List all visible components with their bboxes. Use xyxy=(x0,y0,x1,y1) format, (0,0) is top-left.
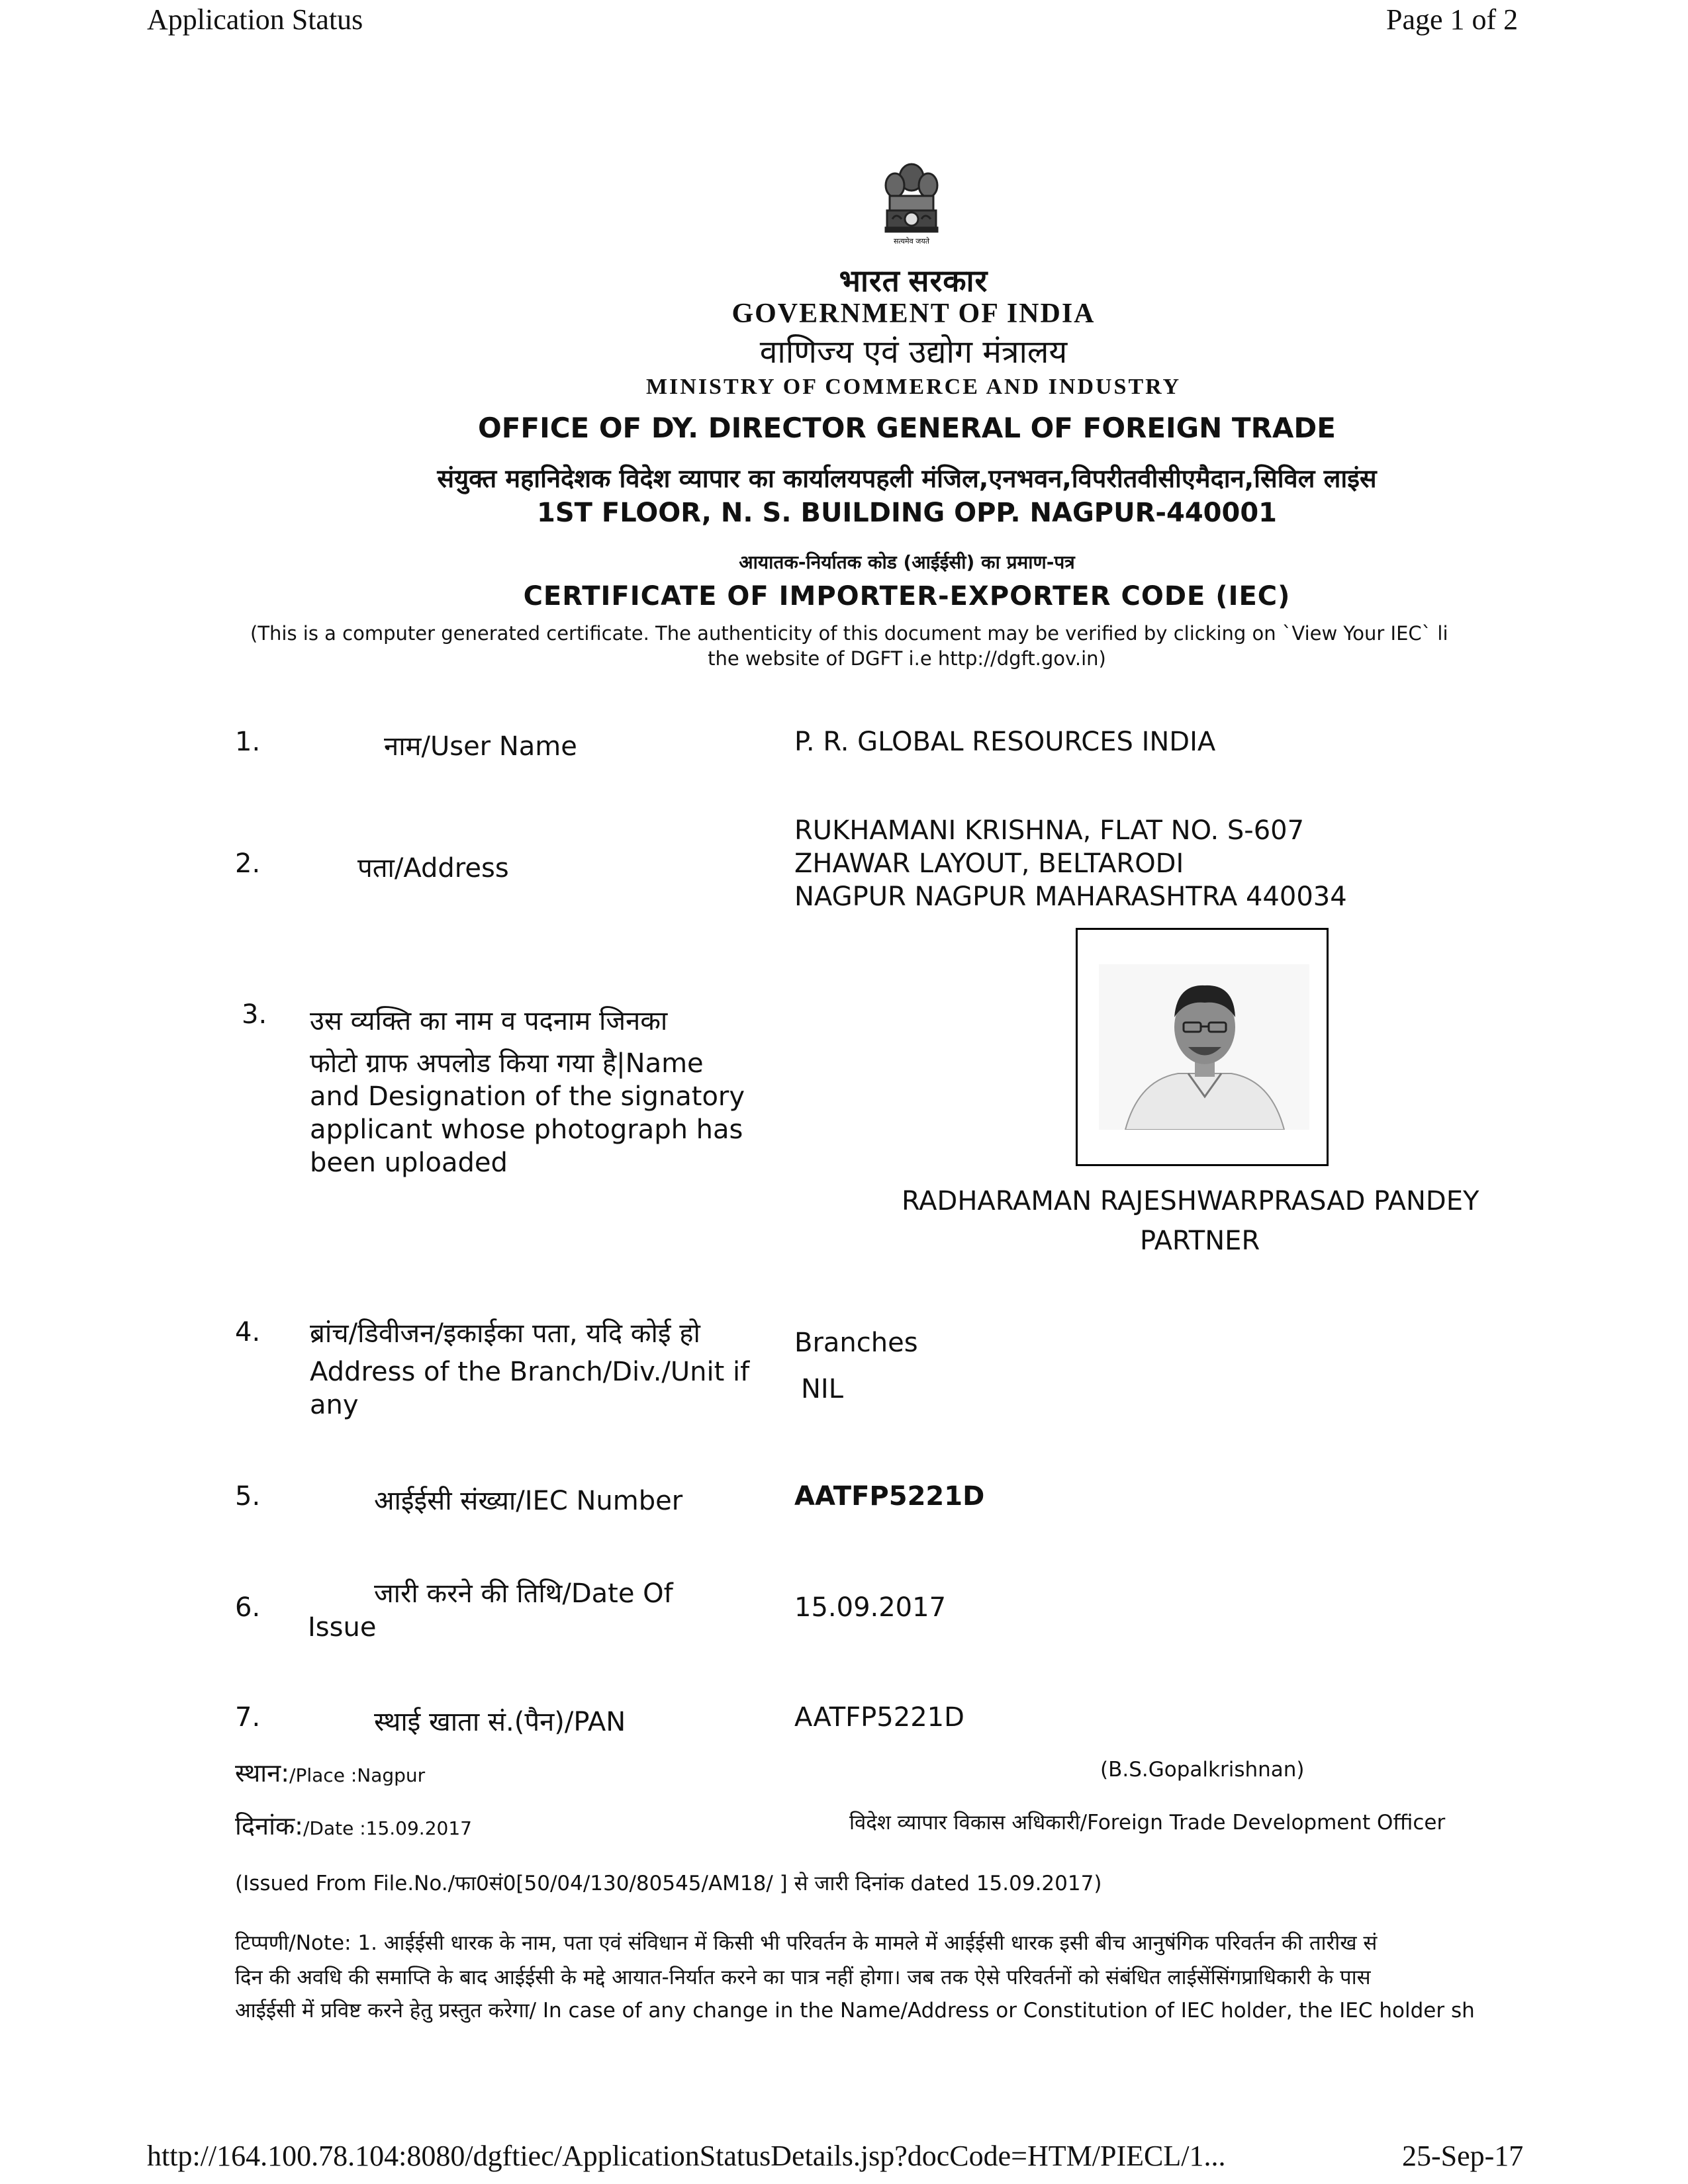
officer-title: विदेश व्यापार विकास अधिकारी/Foreign Trade Development Officer xyxy=(849,1811,1446,1835)
date-of-issue-value: 15.09.2017 xyxy=(794,1592,947,1623)
field-3-label-line4: applicant whose photograph has xyxy=(310,1115,743,1145)
field-4-label-line1: ब्रांच/डिवीजन/इकाईका पता, यदि कोई हो xyxy=(310,1318,700,1349)
signatory-photo xyxy=(1099,964,1309,1130)
branches-title: Branches xyxy=(794,1328,918,1358)
place-label-hindi: स्थान: xyxy=(235,1758,290,1788)
office-title: OFFICE OF DY. DIRECTOR GENERAL OF FOREIGN TRADE xyxy=(478,412,1336,444)
field-3-label-line3: and Designation of the signatory xyxy=(310,1081,745,1112)
field-4-label-line3: any xyxy=(310,1390,359,1420)
field-2-label: पता/Address xyxy=(357,853,509,884)
signatory-designation: PARTNER xyxy=(1140,1226,1260,1256)
print-footer-date: 25-Sep-17 xyxy=(1402,2140,1524,2172)
field-1-number: 1. xyxy=(235,727,261,757)
field-6-number: 6. xyxy=(235,1592,261,1623)
gov-english: GOVERNMENT OF INDIA xyxy=(731,298,1096,329)
field-7-label: स्थाई खाता सं.(पैन)/PAN xyxy=(374,1707,626,1737)
date-line xyxy=(235,1808,472,1843)
svg-text:सत्यमेव जयते: सत्यमेव जयते xyxy=(893,237,930,246)
footnote-line3: आईईसी में प्रविष्ट करने हेतु प्रस्तुत करेगा/ In case of any change in the Name/Address or Constitution of IEC holder, the IEC holder sh xyxy=(235,1999,1475,2023)
iec-number-value: AATFP5221D xyxy=(794,1481,985,1512)
officer-name: (B.S.Gopalkrishnan) xyxy=(1100,1758,1305,1782)
ministry-english: MINISTRY OF COMMERCE AND INDUSTRY xyxy=(645,375,1182,399)
certificate-title-hindi: आयातक-निर्यातक कोड (आईईसी) का प्रमाण-पत्र xyxy=(739,551,1075,573)
field-3-label-line1: उस व्यक्ति का नाम व पदनाम जिनका xyxy=(310,1006,668,1036)
certificate-title: CERTIFICATE OF IMPORTER-EXPORTER CODE (IEC) xyxy=(523,581,1291,612)
field-2-number: 2. xyxy=(235,848,261,879)
field-4-number: 4. xyxy=(235,1317,261,1347)
print-header-title: Application Status xyxy=(147,3,363,36)
field-3-label-line2: फोटो ग्राफ अपलोड किया गया है|Name xyxy=(310,1048,704,1079)
footnote-line1: टिप्पणी/Note: 1. आईईसी धारक के नाम, पता एवं संविधान में किसी भी परिवर्तन के मामले में आईईसी धारक इसी बीच आनुषंगिक परिवर्तन की तारीख सं xyxy=(235,1931,1378,1955)
office-hindi: संयुक्त महानिदेशक विदेश व्यापार का कार्यालयपहली मंजिल,एनभवन,विपरीतवीसीएमैदान,सिविल लाइंस xyxy=(437,464,1377,493)
certificate-note-line2: the website of DGFT i.e http://dgft.gov.in) xyxy=(708,647,1106,670)
field-7-number: 7. xyxy=(235,1702,261,1733)
field-3-label-line5: been uploaded xyxy=(310,1148,508,1178)
field-4-label xyxy=(310,1317,781,1422)
address-line-2: ZHAWAR LAYOUT, BELTARODI xyxy=(794,848,1184,879)
field-1-label: नाम/User Name xyxy=(384,731,577,762)
signatory-name: RADHARAMAN RAJESHWARPRASAD PANDEY xyxy=(902,1186,1479,1216)
address-line-1: RUKHAMANI KRISHNA, FLAT NO. S-607 xyxy=(794,815,1305,846)
office-address: 1ST FLOOR, N. S. BUILDING OPP. NAGPUR-440001 xyxy=(537,498,1277,528)
date-label-hindi: दिनांक: xyxy=(235,1811,303,1841)
field-4-label-line2: Address of the Branch/Div./Unit if xyxy=(310,1357,750,1387)
field-5-number: 5. xyxy=(235,1481,261,1512)
user-name-value: P. R. GLOBAL RESOURCES INDIA xyxy=(794,727,1216,757)
field-6-label-line1: जारी करने की तिथि/Date Of xyxy=(374,1578,673,1609)
field-5-label: आईईसी संख्या/IEC Number xyxy=(374,1486,683,1516)
place-value: /Place :Nagpur xyxy=(289,1764,426,1786)
footnote-line2: दिन की अवधि की समाप्ति के बाद आईईसी के मद्दे आयात-निर्यात करने का पात्र नहीं होगा। जब तक ऐसे परिवर्तनों को संबंधित लाईसेंसिंगप्राधिकारी के पास xyxy=(235,1966,1371,1989)
field-3-number: 3. xyxy=(242,999,267,1030)
national-emblem-icon xyxy=(875,158,948,270)
print-footer-url: http://164.100.78.104:8080/dgftiec/ApplicationStatusDetails.jsp?docCode=HTM/PIECL/1... xyxy=(147,2140,1226,2172)
pan-value: AATFP5221D xyxy=(794,1702,964,1733)
field-3-label xyxy=(310,1005,781,1179)
address-line-3: NAGPUR NAGPUR MAHARASHTRA 440034 xyxy=(794,882,1347,912)
branches-value: NIL xyxy=(801,1374,844,1404)
certificate-note-line1: (This is a computer generated certificate. The authenticity of this document may be verified by clicking on `View Your IEC` li xyxy=(250,622,1448,645)
gov-hindi-text: भारत सरकार xyxy=(839,264,988,298)
print-header-page: Page 1 of 2 xyxy=(1386,3,1519,36)
signatory-photo-frame xyxy=(1076,928,1329,1166)
issued-from: (Issued From File.No./फा0सं0[50/04/130/80545/AM18/ ] से जारी दिनांक dated 15.09.2017) xyxy=(235,1872,1102,1895)
place-line xyxy=(235,1755,425,1790)
date-value: /Date :15.09.2017 xyxy=(303,1817,472,1839)
ministry-hindi: वाणिज्य एवं उद्योग मंत्रालय xyxy=(759,334,1068,371)
field-6-label-line2: Issue xyxy=(308,1612,377,1643)
